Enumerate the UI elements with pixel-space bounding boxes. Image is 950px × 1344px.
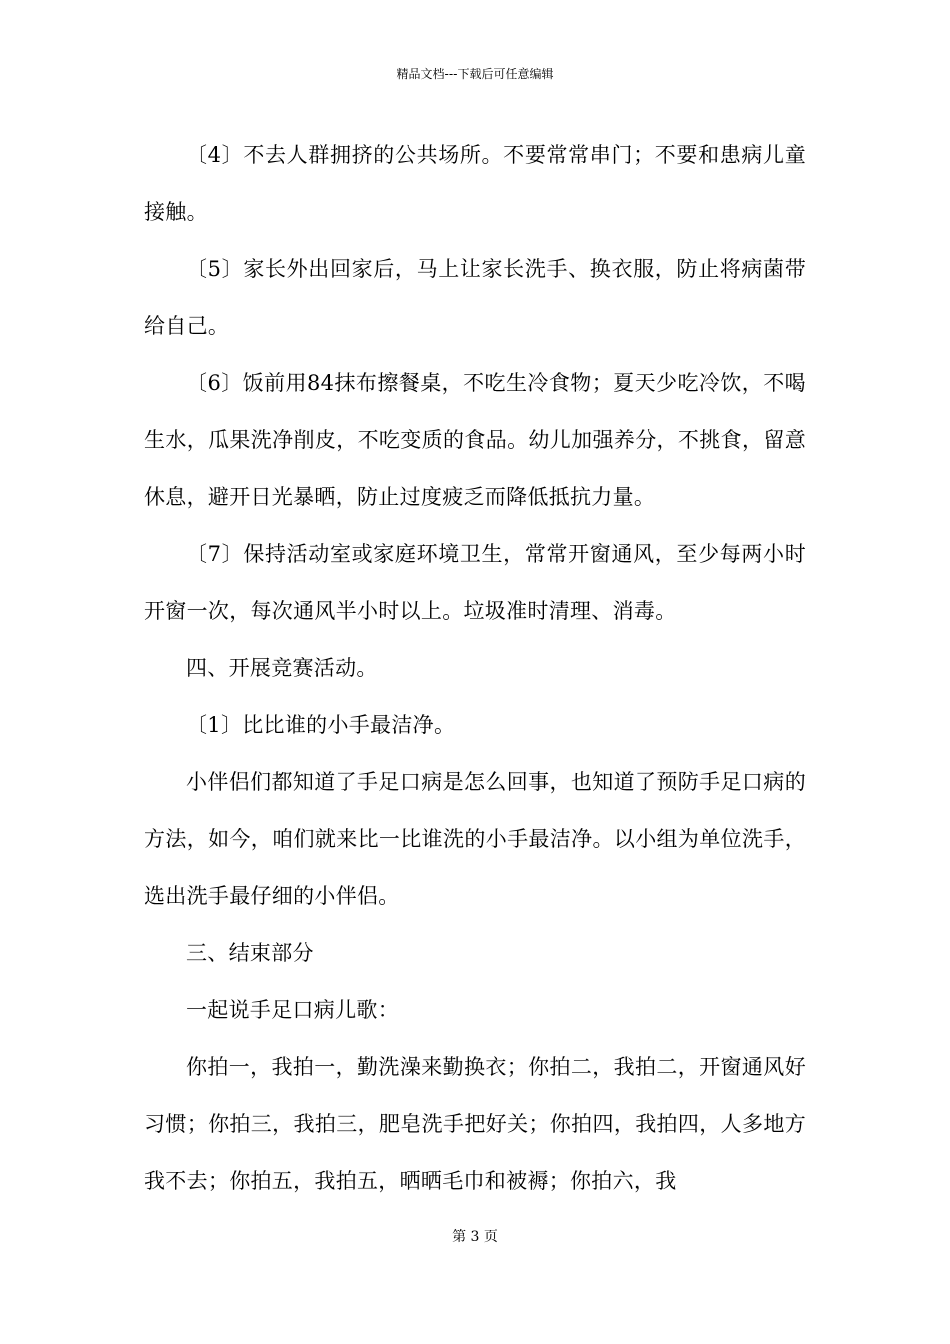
section-heading-ending: 三、结束部分 (186, 941, 314, 965)
page-header: 精品文档---下载后可任意编辑 (396, 67, 554, 81)
activity-description: 小伴侣们都知道了手足口病是怎么回事，也知道了预防手足口病的方法，如今，咱们就来比一比谁洗的小手最洁净。以小组为单位洗手，选出洗手最仔细的小伴侣。 (144, 770, 806, 908)
song-intro: 一起说手足口病儿歌： (186, 998, 399, 1022)
paragraph-item-6: 〔6〕饭前用84抹布擦餐桌，不吃生冷食物；夏天少吃冷饮，不喝生水，瓜果洗净削皮，不吃变质的食品。幼儿加强养分，不挑食，留意休息，避开日光暴晒，防止过度疲乏而降低抵抗力量。 (144, 371, 806, 509)
paragraph-item-4: 〔4〕不去人群拥挤的公共场所。不要常常串门；不要和患病儿童接触。 (144, 143, 806, 224)
paragraph-item-5: 〔5〕家长外出回家后，马上让家长洗手、换衣服，防止将病菌带给自己。 (144, 257, 806, 338)
document-body (144, 127, 806, 1210)
song-lyrics: 你拍一，我拍一，勤洗澡来勤换衣；你拍二，我拍二，开窗通风好习惯；你拍三，我拍三，肥皂洗手把好关；你拍四，我拍四，人多地方我不去；你拍五，我拍五，晒晒毛巾和被褥；你拍六，我 (144, 1055, 806, 1193)
activity-heading-1: 〔1〕比比谁的小手最洁净。 (186, 713, 456, 737)
section-heading-competition: 四、开展竞赛活动。 (186, 656, 378, 680)
paragraph-item-7: 〔7〕保持活动室或家庭环境卫生，常常开窗通风，至少每两小时开窗一次，每次通风半小时以上。垃圾准时清理、消毒。 (144, 542, 806, 623)
page-number: 第 3 页 (452, 1229, 498, 1245)
